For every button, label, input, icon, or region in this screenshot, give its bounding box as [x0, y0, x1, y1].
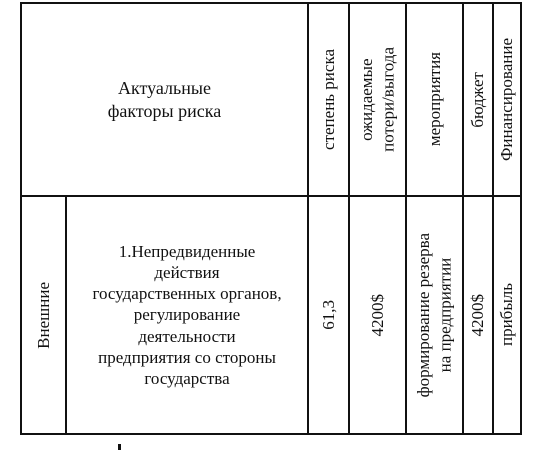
- row-risk-degree: [309, 197, 348, 433]
- header-risk-degree: [309, 4, 348, 195]
- header-factors-line1: Актуальные: [118, 78, 211, 98]
- row-factor: [67, 197, 307, 433]
- header-budget-text: бюджет: [468, 71, 488, 128]
- header-measures-text: мероприятия: [424, 52, 444, 147]
- row-expected-loss-text: 4200$: [367, 293, 387, 337]
- row-category-text: Внешние: [33, 281, 53, 349]
- stray-mark: [118, 444, 121, 450]
- row-financing-text: прибыль: [497, 283, 517, 347]
- row-factor-text: [92, 241, 281, 390]
- factor-line-5: деятельности: [138, 326, 236, 346]
- header-expected-loss-line2: потери/выгода: [378, 47, 398, 152]
- table-right-border: [520, 2, 522, 435]
- factor-line-6: предприятия со стороны: [98, 347, 276, 367]
- row-expected-loss: [350, 197, 405, 433]
- factor-line-1: 1.Непредвиденные: [118, 241, 256, 261]
- row-financing: [494, 197, 520, 433]
- factor-line-7: государства: [144, 369, 230, 389]
- row-budget: [464, 197, 492, 433]
- header-measures: [407, 4, 462, 195]
- factor-line-3: государственных органов,: [92, 284, 282, 304]
- header-risk-degree-text: степень риска: [318, 49, 338, 150]
- row-measure-line1: формирование резерва: [414, 232, 434, 398]
- header-financing: [494, 4, 520, 195]
- factor-line-2: действия: [154, 262, 220, 282]
- header-factors: [22, 4, 307, 195]
- row-measure-line2: на предприятии: [435, 257, 455, 373]
- row-risk-degree-text: 61,3: [318, 300, 338, 330]
- header-factors-line2: факторы риска: [107, 100, 222, 121]
- row-category: [22, 197, 65, 433]
- row-measures: [407, 197, 462, 433]
- row-budget-text: 4200$: [468, 293, 488, 337]
- table-bottom-border: [20, 433, 522, 435]
- header-budget: [464, 4, 492, 195]
- header-expected-loss-line1: ожидаемые: [357, 58, 377, 141]
- header-financing-text: Финансирование: [497, 37, 517, 161]
- factor-line-4: регулирование: [133, 305, 241, 325]
- header-expected-loss: [350, 4, 405, 195]
